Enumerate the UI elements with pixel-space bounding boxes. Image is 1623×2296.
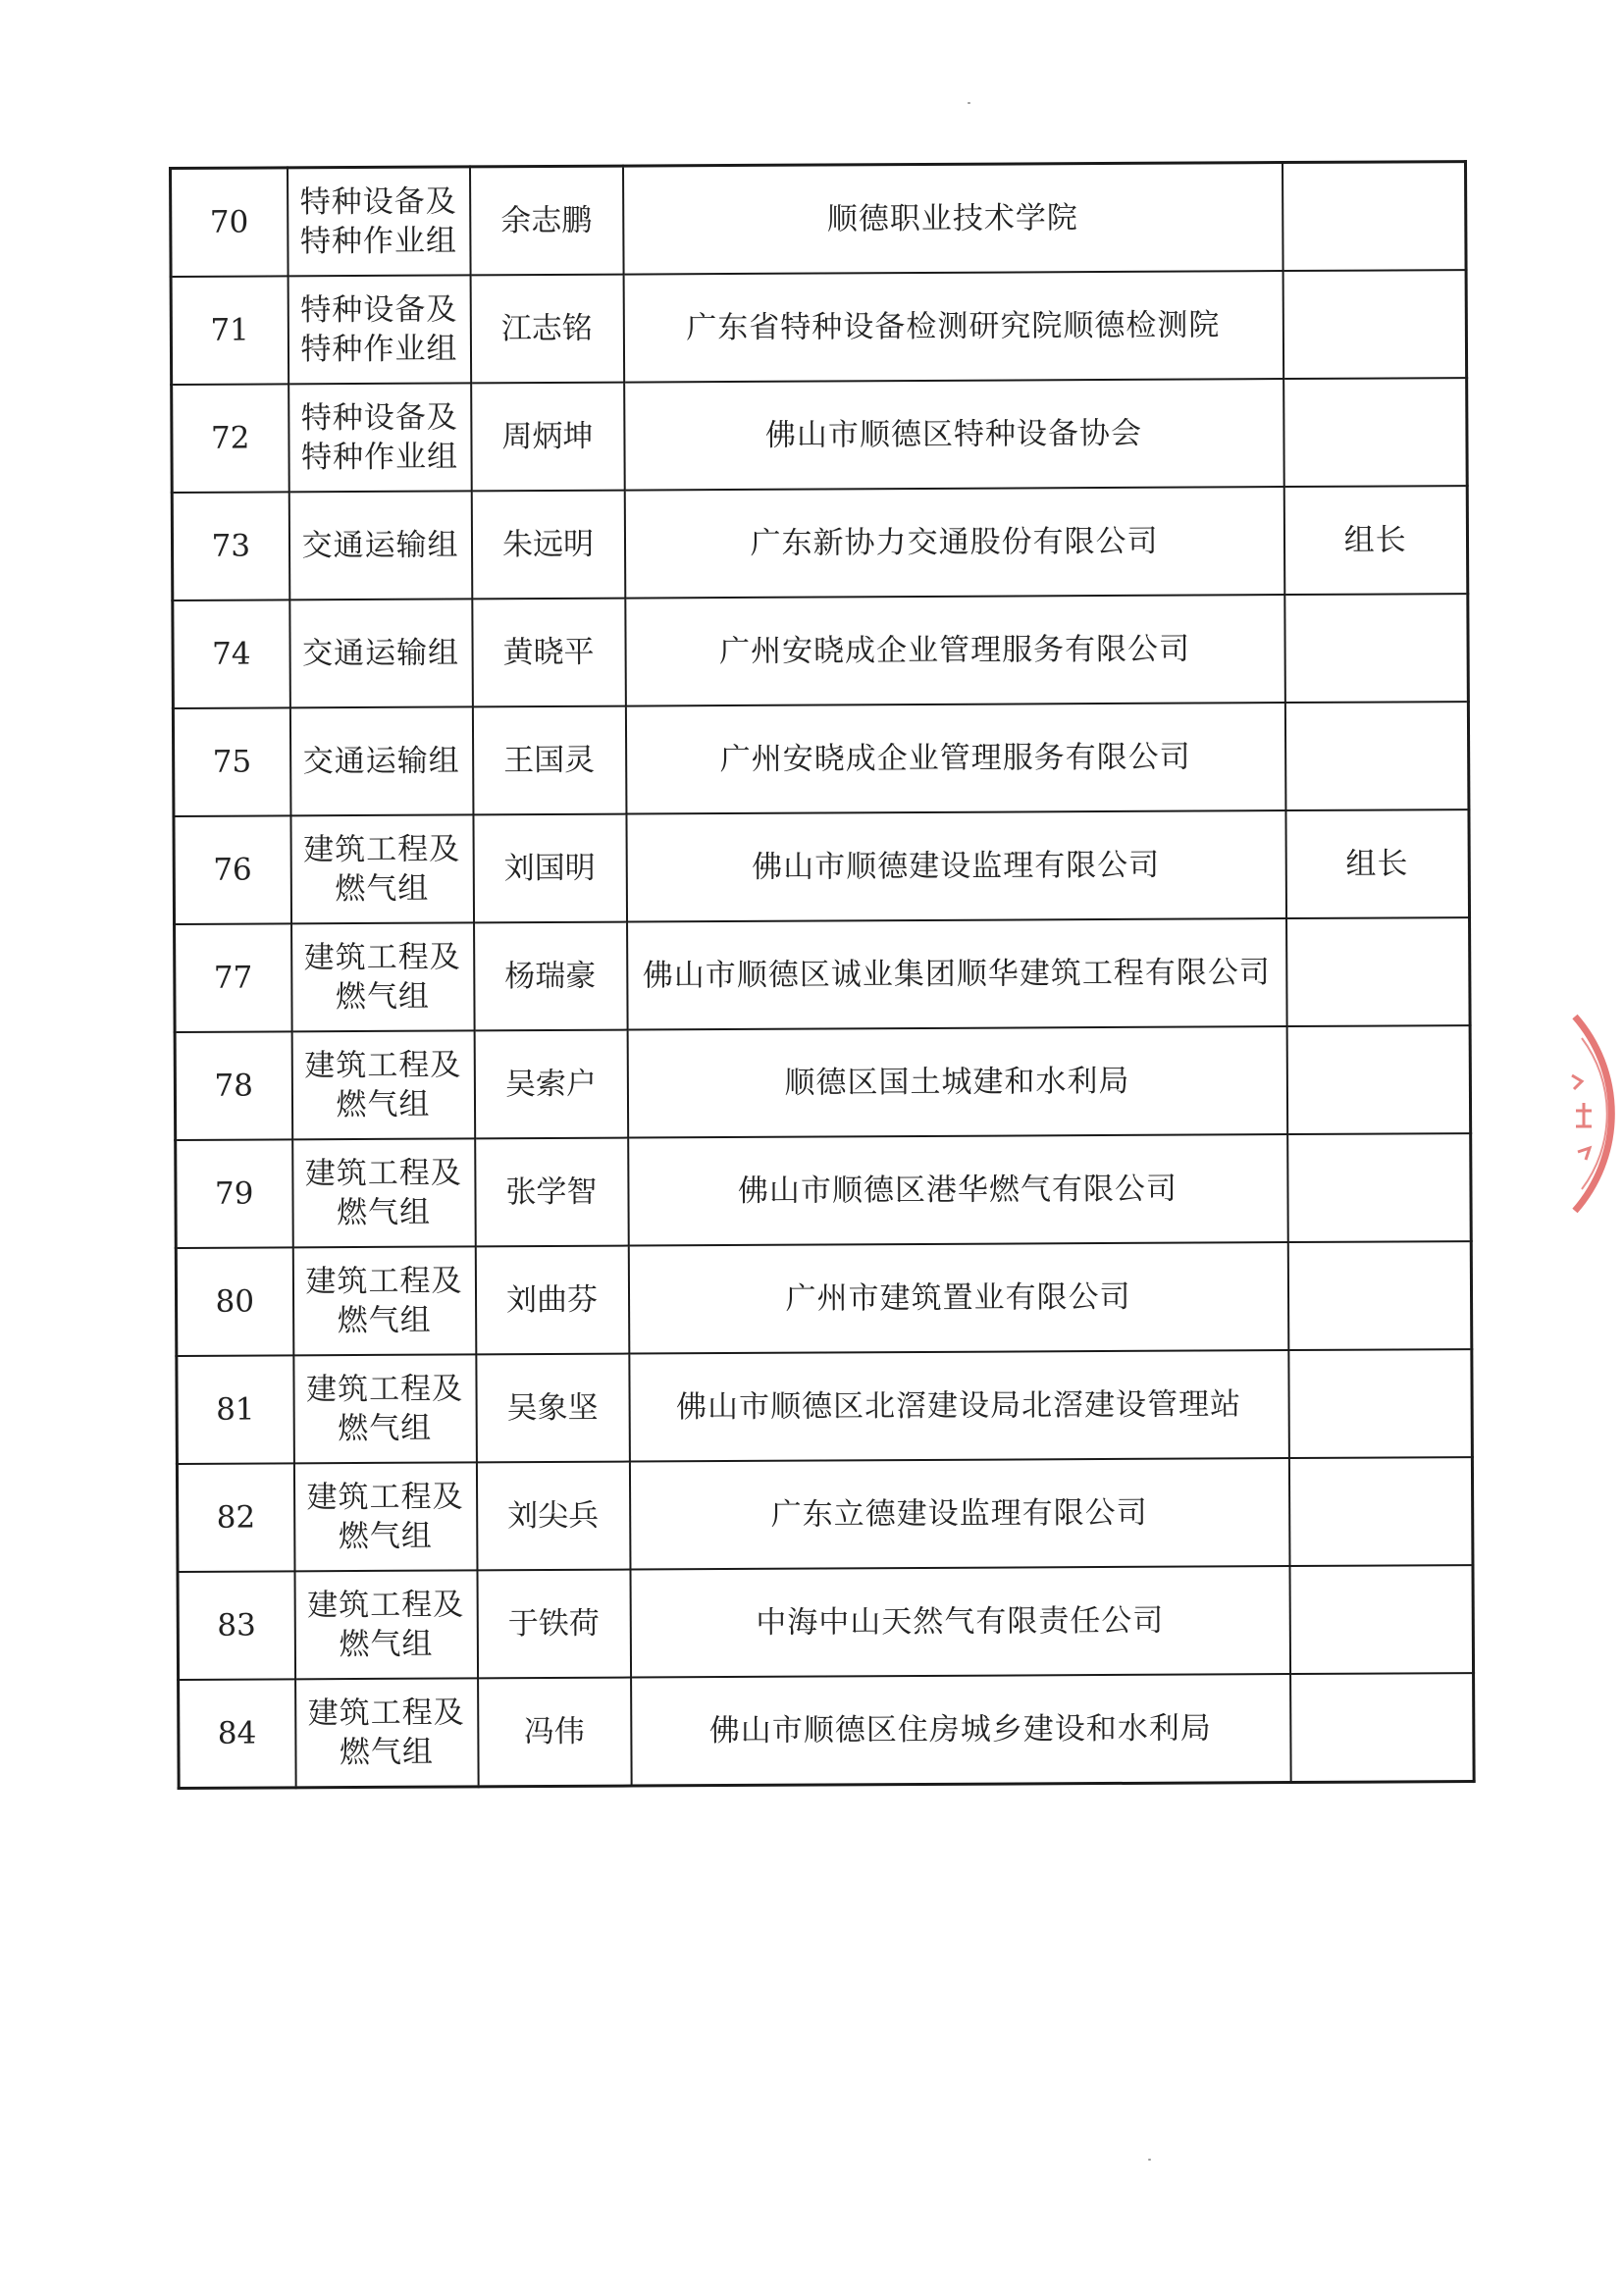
work-unit-cell: 广州安晓成企业管理服务有限公司 xyxy=(625,703,1285,814)
table-row xyxy=(179,1673,1475,1788)
group-cell: 交通运输组 xyxy=(288,491,472,600)
person-name-cell: 吴索户 xyxy=(474,1030,628,1139)
work-unit-cell: 广州市建筑置业有限公司 xyxy=(628,1242,1288,1354)
person-name-cell: 刘国明 xyxy=(473,814,627,923)
row-number-cell: 74 xyxy=(173,600,290,708)
roster-table-body xyxy=(171,162,1475,1789)
group-cell: 建筑工程及燃气组 xyxy=(290,814,474,923)
role-cell xyxy=(1282,162,1466,271)
row-number-cell: 79 xyxy=(176,1139,293,1248)
person-name-cell: 张学智 xyxy=(475,1138,629,1247)
row-number-cell: 84 xyxy=(179,1679,296,1788)
work-unit-cell: 广东省特种设备检测研究院顺德检测院 xyxy=(623,271,1283,383)
work-unit-cell: 广东新协力交通股份有限公司 xyxy=(624,487,1284,599)
roster-table-wrapper xyxy=(169,160,1473,1790)
table-row xyxy=(175,917,1471,1032)
role-cell xyxy=(1287,1133,1472,1242)
group-cell: 特种设备及特种作业组 xyxy=(288,275,471,384)
table-row xyxy=(172,486,1468,600)
work-unit-cell: 佛山市顺德区港华燃气有限公司 xyxy=(628,1134,1288,1246)
group-cell: 建筑工程及燃气组 xyxy=(294,1570,478,1679)
work-unit-cell: 佛山市顺德建设监理有限公司 xyxy=(626,810,1286,922)
role-cell: 组长 xyxy=(1285,809,1470,918)
table-row xyxy=(173,594,1469,708)
person-name-cell: 杨瑞豪 xyxy=(474,922,628,1031)
group-cell: 建筑工程及燃气组 xyxy=(293,1354,477,1463)
row-number-cell: 76 xyxy=(174,815,291,924)
row-number-cell: 70 xyxy=(171,168,288,277)
table-row xyxy=(178,1565,1474,1680)
work-unit-cell: 佛山市顺德区诚业集团顺华建筑工程有限公司 xyxy=(627,918,1287,1030)
group-cell: 交通运输组 xyxy=(289,599,473,707)
role-cell xyxy=(1288,1349,1473,1458)
work-unit-cell: 顺德职业技术学院 xyxy=(623,163,1283,275)
role-cell xyxy=(1286,917,1471,1026)
group-cell: 建筑工程及燃气组 xyxy=(291,1030,475,1139)
expert-roster-table xyxy=(169,160,1476,1790)
group-cell: 建筑工程及燃气组 xyxy=(295,1678,479,1787)
table-row xyxy=(174,809,1470,924)
role-cell xyxy=(1289,1565,1474,1674)
role-cell xyxy=(1286,1025,1471,1134)
role-cell xyxy=(1287,1241,1472,1350)
person-name-cell: 周炳坤 xyxy=(471,383,625,492)
table-row xyxy=(175,1025,1471,1140)
row-number-cell: 80 xyxy=(176,1247,293,1356)
work-unit-cell: 广东立德建设监理有限公司 xyxy=(629,1458,1289,1570)
person-name-cell: 刘曲芬 xyxy=(475,1246,629,1355)
table-row xyxy=(176,1133,1472,1248)
person-name-cell: 于铁荷 xyxy=(477,1570,631,1679)
group-cell: 建筑工程及燃气组 xyxy=(293,1462,477,1571)
group-cell: 建筑工程及燃气组 xyxy=(292,1246,476,1355)
scan-speck xyxy=(1148,2159,1151,2161)
row-number-cell: 83 xyxy=(178,1571,295,1680)
role-cell xyxy=(1288,1457,1473,1566)
row-number-cell: 72 xyxy=(172,384,289,493)
table-row xyxy=(177,1457,1473,1572)
work-unit-cell: 佛山市顺德区住房城乡建设和水利局 xyxy=(631,1674,1291,1786)
role-cell xyxy=(1284,594,1469,703)
group-cell: 建筑工程及燃气组 xyxy=(292,1138,476,1247)
person-name-cell: 王国灵 xyxy=(472,706,626,815)
scan-speck xyxy=(968,102,970,104)
role-cell xyxy=(1290,1673,1475,1782)
work-unit-cell: 佛山市顺德区北滘建设局北滘建设管理站 xyxy=(629,1350,1289,1462)
group-cell: 交通运输组 xyxy=(289,706,473,815)
person-name-cell: 江志铭 xyxy=(470,275,624,384)
role-cell xyxy=(1283,378,1468,487)
role-cell: 组长 xyxy=(1283,486,1468,595)
group-cell: 特种设备及特种作业组 xyxy=(288,383,472,492)
table-row xyxy=(171,270,1467,385)
row-number-cell: 81 xyxy=(177,1355,294,1464)
row-number-cell: 78 xyxy=(175,1031,292,1140)
work-unit-cell: 中海中山天然气有限责任公司 xyxy=(630,1566,1290,1678)
work-unit-cell: 佛山市顺德区特种设备协会 xyxy=(624,379,1284,491)
row-number-cell: 73 xyxy=(172,492,289,600)
table-row xyxy=(177,1349,1473,1464)
table-row xyxy=(171,162,1467,277)
work-unit-cell: 广州安晓成企业管理服务有限公司 xyxy=(625,595,1285,706)
red-seal-fragment-icon xyxy=(1570,1011,1623,1217)
role-cell xyxy=(1283,270,1467,379)
person-name-cell: 朱远明 xyxy=(471,491,625,600)
row-number-cell: 82 xyxy=(177,1463,294,1572)
person-name-cell: 冯伟 xyxy=(478,1678,632,1787)
table-row xyxy=(176,1241,1472,1356)
group-cell: 建筑工程及燃气组 xyxy=(291,922,475,1031)
person-name-cell: 刘尖兵 xyxy=(476,1462,630,1571)
row-number-cell: 71 xyxy=(171,276,288,385)
table-row xyxy=(173,702,1469,816)
work-unit-cell: 顺德区国土城建和水利局 xyxy=(627,1026,1287,1138)
row-number-cell: 77 xyxy=(175,923,292,1032)
person-name-cell: 余志鹏 xyxy=(470,166,624,275)
person-name-cell: 黄晓平 xyxy=(472,599,626,707)
group-cell: 特种设备及特种作业组 xyxy=(288,167,471,276)
table-row xyxy=(172,378,1468,493)
row-number-cell: 75 xyxy=(173,707,290,816)
person-name-cell: 吴象坚 xyxy=(476,1354,630,1463)
role-cell xyxy=(1284,702,1469,810)
